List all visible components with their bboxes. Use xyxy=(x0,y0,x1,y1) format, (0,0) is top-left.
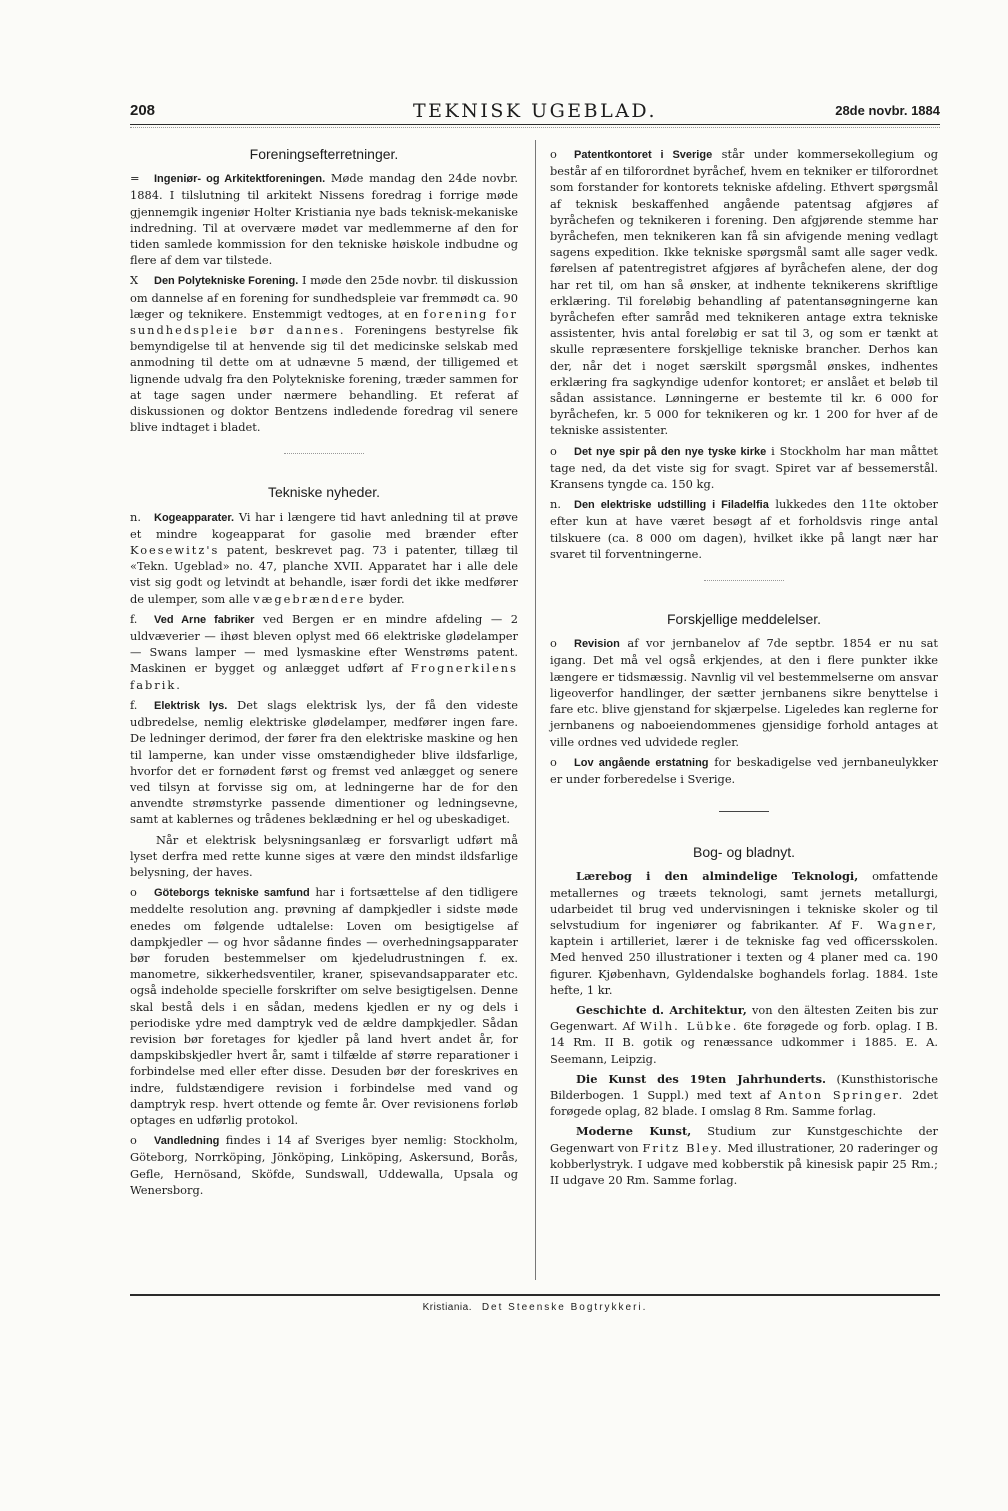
article-marker: o xyxy=(130,885,137,900)
printer-imprint xyxy=(130,1302,940,1313)
article-revision xyxy=(550,635,938,749)
book-entry-geschichte xyxy=(550,1002,938,1067)
section-title-forskjellige-meddelelser: Forskjellige meddelelser. xyxy=(666,611,822,628)
article-text: Det slags elektrisk lys, der få den videste udbredelse, nemlig elektriske glødelamper, medfører ingen fare. De ledninger derimod, der fører fra den elektriske maskine og hen til lamperne, kan under visse omstændigheder blive ildsfarlige, hvorfor det er fornødent først og fremst ved anlægget og senere ved tilsyn at forvisse sig om, at ledningerne har de for den anvendte strømstyrke passende dimentioner og ledningsevne, samt at kablernes og trådenes beklædning er hel og ubeskadiget. xyxy=(130,697,518,827)
book-author: Wilh. Lübke. xyxy=(639,1019,739,1034)
book-text: 6te forøgede og forb. oplag. I B. 14 Rm. II B. gotik og renæssance udkommer i 1885. E. A. Seemann, Leipzig. xyxy=(550,1019,938,1066)
article-nye-spir xyxy=(550,443,938,493)
article-kogeapparater xyxy=(130,509,518,607)
article-marker: o xyxy=(550,443,557,458)
article-patentkontoret xyxy=(550,146,938,439)
article-text: i Stockholm har man måttet tage ned, da det viste sig for svagt. Spiret var af bessemerstål. Kransens tyngde ca. 150 kg. xyxy=(550,443,939,492)
book-author: F. Wagner, xyxy=(851,917,939,932)
book-text: 2det forøgede oplag, 82 blade. I omslag 8 Rm. Samme forlag. xyxy=(550,1087,939,1119)
right-column xyxy=(550,146,938,1192)
article-text: Møde mandag den 24de novbr. 1884. I tilslutning til arkitekt Nissens foredrag i forrige møde gjennemgik ingeniør Holter Kristiania nye bads teknisk-mekaniske indredning. Til at overvære mødet var medlemmerne af den for tiden samlede kommission for den tekniske høiskole indbudne og flere af dem var tilstede. xyxy=(130,171,519,268)
header-rule xyxy=(130,124,940,125)
article-elektriske-udstilling xyxy=(550,496,938,562)
article-text: af vor jernbanelov af 7de septbr. 1854 er nu sat igang. Det må vel også erkjendes, at den i flere punkter ikke længere er tidsmæssig. Navnlig vil vel bestemmelserne om ansvar ligeoverfor handlinger, der sætter jernbanens sikre benyttelse i fare etc. blive gjenstand for skjærpelse. Ligeledes kan reglerne for jernbanens og naboeiendommenes gjensidige forhold antages at ville ordnes ved udvidede regler. xyxy=(550,636,939,749)
book-text: omfattende metallernes og træets teknologi, samt jernets metallurgi, udarbeidet til brug ved undervisningen i tekniske skoler og til selvstudium for ingeniører og fabrikanter. Af xyxy=(550,869,939,932)
article-marker: n. xyxy=(130,509,141,524)
article-label: Patentkontoret i Sverige xyxy=(574,149,713,161)
header-rule-dotted xyxy=(130,127,940,128)
article-elektrisk-lys-continued: Når et elektrisk belysningsanlæg er forsvarligt udført må lyset derfra med rette kunne siges at være den mindst ildsfarlige belysning, der haves. xyxy=(130,832,518,879)
page-number: 208 xyxy=(130,102,156,119)
article-label: Revision xyxy=(574,638,620,651)
book-title: Die Kunst des 19ten Jahrhunderts. xyxy=(576,1071,826,1086)
article-elektrisk-lys xyxy=(130,697,518,828)
footer-rule xyxy=(130,1294,940,1296)
section-divider xyxy=(719,811,769,812)
page-header xyxy=(130,100,940,122)
article-label: Den elektriske udstilling i Filadelfia xyxy=(574,499,769,512)
book-text: von den ältesten Zeiten bis zur Gegenwart. Af xyxy=(550,1002,939,1034)
article-label: Kogeapparater. xyxy=(154,511,235,524)
book-entry-kunst-19ten xyxy=(550,1071,938,1120)
section-title-bog-bladnyt: Bog- og bladnyt. xyxy=(693,844,795,861)
article-goteborgs-samfund xyxy=(130,884,518,1128)
article-vandledning xyxy=(130,1132,518,1198)
article-label: Göteborgs tekniske samfund xyxy=(154,887,310,900)
column-divider xyxy=(535,140,536,1280)
article-label: Lov angående erstatning xyxy=(574,756,709,769)
imprint-city: Kristiania. xyxy=(422,1302,472,1313)
issue-date: 28de novbr. 1884 xyxy=(835,103,940,118)
book-entry-moderne-kunst xyxy=(550,1123,938,1188)
article-marker: = xyxy=(130,171,140,186)
article-ingenior-forening xyxy=(130,170,518,268)
article-text: for beskadigelse ved jernbaneulykker er under forberedelse i Sverige. xyxy=(550,754,938,786)
journal-title: TEKNISK UGEBLAD. xyxy=(412,100,658,122)
left-column xyxy=(130,146,518,1202)
article-label: Det nye spir på den nye tyske kirke xyxy=(574,445,767,458)
article-marker: f. xyxy=(130,697,138,712)
article-text: findes i 14 af Sveriges byer nemlig: Stockholm, Göteborg, Norrköping, Jönköping, Linköping, Askersund, Borås, Gefle, Hernösand, Sköfde, Sundswall, Uddewalla, Upsala og Wenersborg. xyxy=(130,1133,518,1197)
book-title: Geschichte d. Architektur, xyxy=(576,1002,747,1017)
book-title: Moderne Kunst, xyxy=(576,1124,692,1139)
article-emphasis: forening for sundhedspleie bør dannes. xyxy=(130,306,518,338)
article-label: Vandledning xyxy=(154,1135,220,1148)
book-title: Lærebog i den almindelige Teknologi, xyxy=(576,869,859,884)
article-emphasis: vægebrændere xyxy=(253,591,366,606)
article-marker: o xyxy=(550,636,557,651)
article-marker: o xyxy=(130,1133,137,1148)
article-marker: o xyxy=(550,147,557,161)
article-text: står under kommersekollegium og består af en tilforordnet byråchef, hvem en tekniker er tilforordnet som forstander for kontorets tekniske afdeling. Ethvert spørgsmål af teknisk beskaffenhed angående patentsag afgjøres af byråchefen og teknikeren i forening. Den afgjørende stemme har byråchefen, men teknikeren kan få sin afvigende mening vedlagt sagens expedition. Ikke tekniske spørgsmål samt alle sager vedk. førelsen af patentregistret afgjøres af byråchefen alene, der dog har ret til, om han så ønsker, at indhente teknikerens skriftlige erklæring. Til foreløbig behandling af patentansøgningerne kan byråchefen efter samråd med teknikeren antage extra tekniske assistenter, hvis antal foreløbig er sat til 3, og som er tænkt at skulle repræsentere forskjellige tekniske brancher. Derhos kan der, når det i noget særskilt spørgsmål ønskes, indhentes erklæring fra sagkyndige udenfor kontoret; er anslået et beløb til sådan assistance. Lønningerne er bestemte til kr. 6 000 for byråchefen, kr. 5 000 for teknikeren og kr. 1 200 for hver af de tekniske assistenter. xyxy=(550,147,938,438)
article-label: Ved Arne fabriker xyxy=(154,613,255,626)
book-text: (Kunsthistorische Bilderbogen. 1 Suppl.) med text af xyxy=(550,1071,938,1102)
article-emphasis: Koesewitz's xyxy=(130,543,220,558)
article-text: I møde den 25de novbr. til diskussion om dannelse af en forening for sundhedspleie var fremmødt ca. 90 læger og teknikere. Enstemmigt vedtoges, at en xyxy=(130,273,518,321)
article-text: ved Bergen er en mindre afdeling — 2 uldvæverier — ihøst bleven oplyst med 66 elektriske glødelamper — Swans lamper — med lysmaskine efter Wenstrøms patent. Maskinen er bygget og anlægget udført af xyxy=(130,611,518,676)
section-title-tekniske-nyheder: Tekniske nyheder. xyxy=(267,484,381,501)
article-text: Foreningens bestyrelse fik bemyndigelse til at henvende sig til det medicinske selskab med anmodning til dette om at udnævne 5 mænd, der tilligemed et lignende udvalg fra den Polytekniske forening, træder sammen for at tage sagen under nærmere behandling. Et referat af diskussionen og doktor Bentzens indledende foredrag vil senere blive indtaget i bladet. xyxy=(130,323,518,435)
article-marker: n. xyxy=(550,497,561,512)
book-text: Studium zur Kunstgeschichte der Gegenwart von xyxy=(550,1124,938,1155)
article-label: Elektrisk lys. xyxy=(154,699,228,712)
article-arne-fabriker xyxy=(130,611,518,693)
article-marker: X xyxy=(130,273,139,288)
article-marker: f. xyxy=(130,611,138,626)
book-author: Anton Springer. xyxy=(778,1087,905,1102)
section-title-foreningsefterretninger: Foreningsefterretninger. xyxy=(249,146,399,162)
article-text: lukkedes den 11te oktober efter kun at have været besøgt af et forholdsvis ringe antal tilskuere (ca. 8 000 om dagen), hvilket ikke på langt nær har svaret til forventningerne. xyxy=(550,497,939,561)
article-emphasis: Frognerkilens fabrik. xyxy=(130,661,518,692)
book-text: Med illustrationer, 20 raderinger og kobberlystryk. I udgave med kobberstik på kinesisk papir 25 Rm.; II udgave 20 Rm. Samme forlag. xyxy=(550,1140,939,1187)
section-divider xyxy=(704,580,784,581)
article-marker: o xyxy=(550,754,557,769)
article-lov-erstatning xyxy=(550,754,938,787)
article-text: patent, beskrevet pag. 73 i patenter, tillæg til «Tekn. Ugeblad» no. 47, planche XVII. Apparatet har i alle dele vist sig godt og letvindt at behandle, især fordi det ikke medfører de ulemper, som alle xyxy=(130,543,518,606)
section-divider xyxy=(284,453,364,454)
article-label: Ingeniør- og Arkitektforeningen. xyxy=(154,173,326,186)
imprint-printer: Det Steenske Bogtrykkeri. xyxy=(481,1302,648,1313)
book-entry-laerebog xyxy=(550,868,938,998)
article-text: har i fortsættelse af den tidligere meddelte resolution ang. prøvning af dampkjedler i sidste møde enedes om følgende udtalelse: Loven om besigtigelse af dampkjedler — og hvor sådanne findes — overhedningsapparater bør foruden bestemmelser om kjedeludrustningen f. ex. manometre, sikkerhedsventiler, kraner, spisevandsapparater etc. også indeholde specielle forskrifter om selve besigtigelsen. Denne skal bestå dels i en sådan, medens kjedlen er ny og dels i periodiske ydre med damptryk ved de ældre dampkjedler. Sådan revision bør foretages for kjedler på land hvert andet år, for dampskibskjedler hvert år, samt i tilfælde af større reparationer i forbindelse med eller efter disse. Desuden bør der foreskrives en indre, fuldstændigere revision i forbindelse med vand og damptryk resp. hvert ottende og femte år. Over revisionens forløb optages en udførlig protokol. xyxy=(130,885,519,1127)
book-author: Fritz Bley. xyxy=(642,1140,724,1155)
article-polytekniske-forening xyxy=(130,272,518,435)
book-text: kaptein i artilleriet, lærer i de tekniske fag ved officersskolen. Med henved 250 illustrationer i texten og 4 planer med ca. 190 figurer. Kjøbenhavn, Gyldendalske boghandels forlag. 1884. 1ste hefte, 1 kr. xyxy=(550,934,938,997)
article-label: Den Polytekniske Forening. xyxy=(154,275,299,288)
article-text: Vi har i længere tid havt anledning til at prøve et mindre kogeapparat for gasolie med brænder efter xyxy=(130,509,519,541)
article-text: byder. xyxy=(369,591,405,606)
